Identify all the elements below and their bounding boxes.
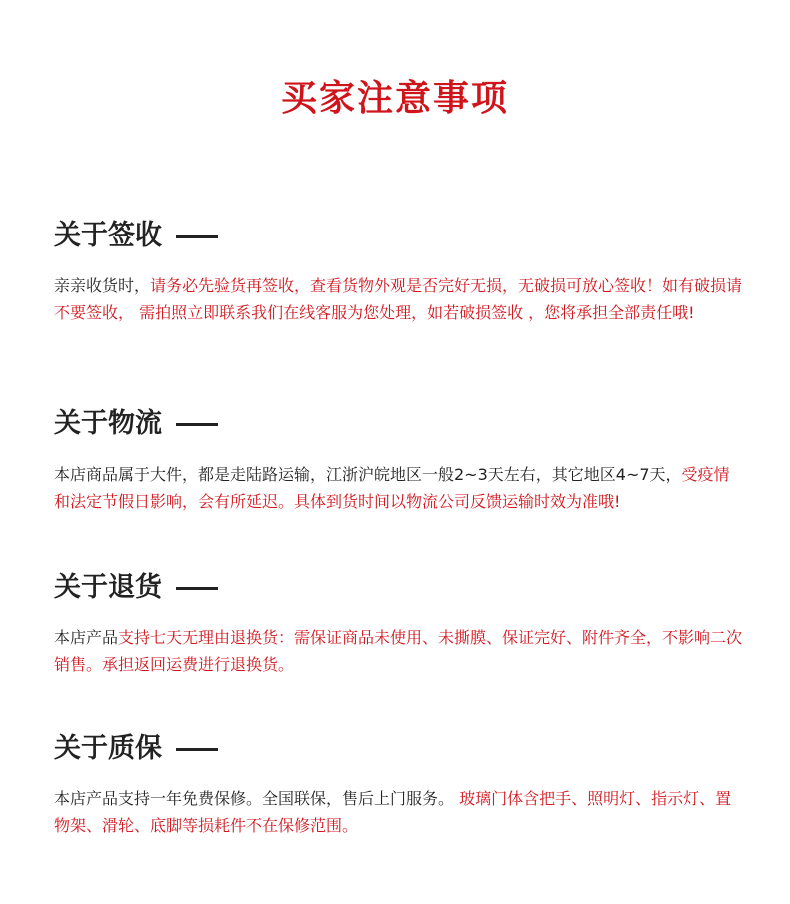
section-heading bbox=[54, 216, 744, 256]
body-highlight-text: 支持七天无理由退换货：需保证商品未使用、未撕膜、保证完好、附件齐全，不影响二次销售。承担返回运费进行退换货。 bbox=[54, 628, 743, 674]
section-body bbox=[54, 461, 744, 515]
section-heading bbox=[54, 404, 744, 444]
heading-divider bbox=[176, 587, 218, 590]
section-signing bbox=[54, 216, 744, 326]
heading-divider bbox=[176, 235, 218, 238]
section-heading-text: 关于物流 bbox=[54, 408, 162, 439]
body-text: 亲亲收货时， bbox=[54, 276, 151, 295]
section-warranty bbox=[54, 729, 744, 839]
section-heading bbox=[54, 568, 744, 608]
section-body bbox=[54, 272, 744, 326]
heading-divider bbox=[176, 423, 218, 426]
heading-divider bbox=[176, 748, 218, 751]
section-body bbox=[54, 624, 744, 678]
section-heading-text: 关于签收 bbox=[54, 220, 162, 251]
section-heading-text: 关于质保 bbox=[54, 733, 162, 764]
body-highlight-text: 请务必先验货再签收，查看货物外观是否完好无损，无破损可放心签收！如有破损请不要签收， 需拍照立即联系我们在线客服为您处理，如若破损签收 ，您将承担全部责任哦! bbox=[54, 276, 743, 322]
section-heading bbox=[54, 729, 744, 769]
body-highlight-text: 玻璃门体含把手、照明灯、指示灯、置物架、滑轮、底脚等损耗件不在保修范围。 bbox=[54, 789, 732, 835]
body-text: 本店产品 bbox=[54, 628, 119, 647]
section-logistics bbox=[54, 404, 744, 515]
page-title: 买家注意事项 bbox=[280, 78, 509, 119]
section-returns bbox=[54, 568, 744, 678]
section-body bbox=[54, 785, 744, 839]
body-text: 本店产品支持一年免费保修。全国联保，售后上门服务。 bbox=[54, 789, 455, 808]
body-text: 本店商品属于大件，都是走陆路运输，江浙沪皖地区一般2~3天左右，其它地区4~7天， bbox=[54, 465, 682, 484]
body-highlight-text: 受疫情和法定节假日影响，会有所延迟。具体到货时间以物流公司反馈运输时效为准哦! bbox=[54, 465, 730, 511]
section-heading-text: 关于退货 bbox=[54, 572, 162, 603]
